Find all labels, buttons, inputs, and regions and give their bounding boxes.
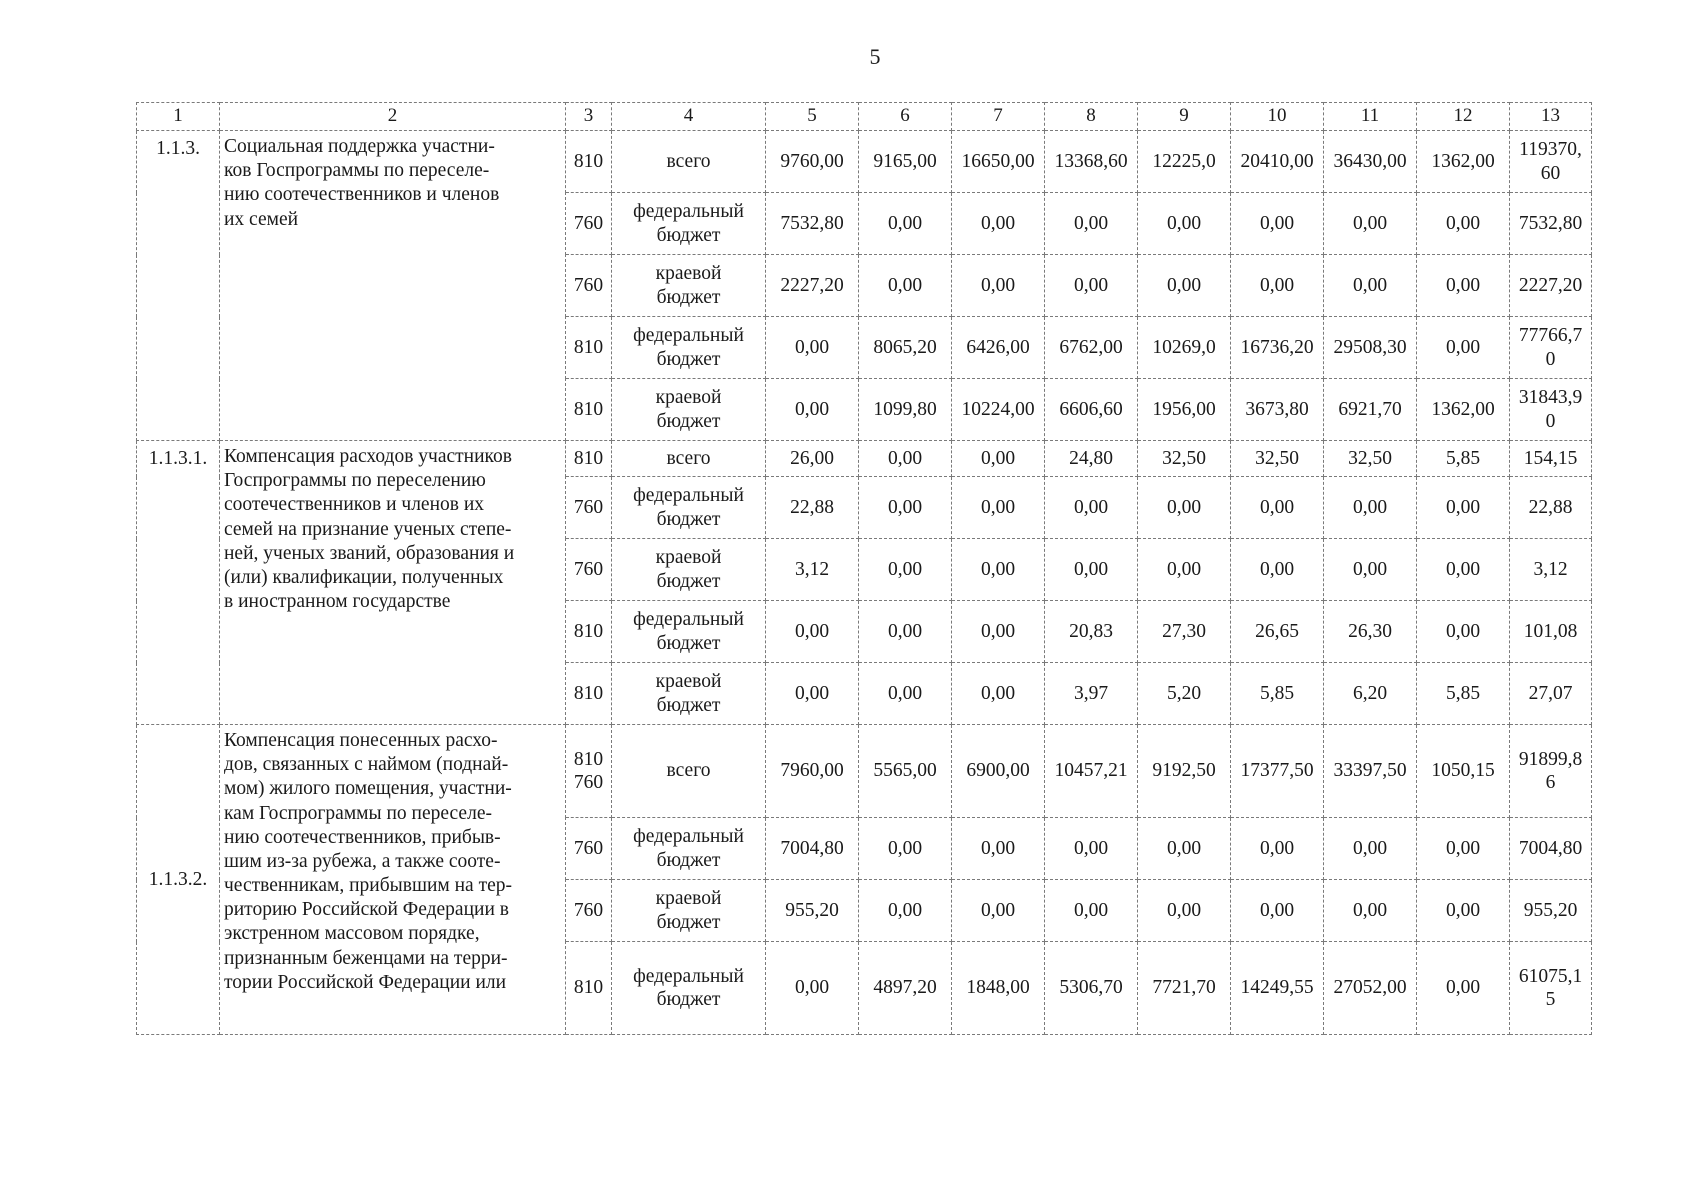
code-cell: 760 — [566, 539, 612, 601]
value-cell: 0,00 — [952, 818, 1045, 880]
value-cell: 16650,00 — [952, 131, 1045, 193]
value-cell: 20,83 — [1045, 601, 1138, 663]
value-cell: 9192,50 — [1138, 725, 1231, 818]
value-cell: 6921,70 — [1324, 379, 1417, 441]
value-cell: 955,20 — [766, 880, 859, 942]
table-row — [137, 441, 1592, 477]
value-cell: 0,00 — [1045, 255, 1138, 317]
value-cell: 33397,50 — [1324, 725, 1417, 818]
value-cell: 0,00 — [1138, 818, 1231, 880]
funding-source-cell: всего — [612, 725, 766, 818]
value-cell: 7960,00 — [766, 725, 859, 818]
value-cell: 91899,8 6 — [1510, 725, 1592, 818]
value-cell: 0,00 — [766, 601, 859, 663]
value-cell: 0,00 — [859, 441, 952, 477]
column-header: 9 — [1138, 103, 1231, 131]
code-cell: 760 — [566, 193, 612, 255]
code-cell: 760 — [566, 477, 612, 539]
value-cell: 0,00 — [1231, 255, 1324, 317]
column-header: 4 — [612, 103, 766, 131]
value-cell: 10269,0 — [1138, 317, 1231, 379]
column-header: 7 — [952, 103, 1045, 131]
value-cell: 32,50 — [1138, 441, 1231, 477]
value-cell: 24,80 — [1045, 441, 1138, 477]
value-cell: 0,00 — [952, 255, 1045, 317]
value-cell: 0,00 — [1231, 818, 1324, 880]
code-cell: 810 — [566, 441, 612, 477]
value-cell: 61075,1 5 — [1510, 942, 1592, 1035]
value-cell: 0,00 — [952, 477, 1045, 539]
code-cell: 760 — [566, 255, 612, 317]
funding-source-cell: федеральный бюджет — [612, 477, 766, 539]
value-cell: 0,00 — [1324, 255, 1417, 317]
column-header: 2 — [220, 103, 566, 131]
value-cell: 0,00 — [1138, 539, 1231, 601]
column-header: 6 — [859, 103, 952, 131]
value-cell: 0,00 — [1045, 818, 1138, 880]
item-number: 1.1.3.2. — [137, 725, 220, 1035]
value-cell: 5,20 — [1138, 663, 1231, 725]
value-cell: 7532,80 — [766, 193, 859, 255]
value-cell: 5,85 — [1231, 663, 1324, 725]
value-cell: 0,00 — [1417, 942, 1510, 1035]
column-header: 1 — [137, 103, 220, 131]
value-cell: 77766,7 0 — [1510, 317, 1592, 379]
value-cell: 20410,00 — [1231, 131, 1324, 193]
code-cell: 810 — [566, 942, 612, 1035]
value-cell: 0,00 — [952, 441, 1045, 477]
code-cell: 810 — [566, 663, 612, 725]
value-cell: 0,00 — [859, 601, 952, 663]
value-cell: 4897,20 — [859, 942, 952, 1035]
value-cell: 0,00 — [1417, 818, 1510, 880]
column-header: 8 — [1045, 103, 1138, 131]
value-cell: 3,97 — [1045, 663, 1138, 725]
funding-source-cell: краевой бюджет — [612, 663, 766, 725]
code-cell: 760 — [566, 880, 612, 942]
budget-table — [136, 102, 1592, 1035]
value-cell: 7004,80 — [766, 818, 859, 880]
value-cell: 7004,80 — [1510, 818, 1592, 880]
value-cell: 10224,00 — [952, 379, 1045, 441]
item-description: Социальная поддержка участни- ков Госпрограммы по переселе- нию соотечественников и членов их семей — [220, 131, 566, 441]
value-cell: 17377,50 — [1231, 725, 1324, 818]
code-cell: 810 — [566, 317, 612, 379]
value-cell: 1362,00 — [1417, 379, 1510, 441]
item-description: Компенсация расходов участников Госпрограммы по переселению соотечественников и членов их семей на признание ученых степе- ней, ученых званий, образования и (или) квалификации, полученных в иностранном государстве — [220, 441, 566, 725]
value-cell: 955,20 — [1510, 880, 1592, 942]
value-cell: 29508,30 — [1324, 317, 1417, 379]
value-cell: 5306,70 — [1045, 942, 1138, 1035]
funding-source-cell: всего — [612, 131, 766, 193]
value-cell: 1956,00 — [1138, 379, 1231, 441]
value-cell: 0,00 — [1324, 477, 1417, 539]
value-cell: 0,00 — [1231, 539, 1324, 601]
value-cell: 0,00 — [1417, 193, 1510, 255]
value-cell: 6,20 — [1324, 663, 1417, 725]
value-cell: 0,00 — [1324, 193, 1417, 255]
funding-source-cell: всего — [612, 441, 766, 477]
value-cell: 27052,00 — [1324, 942, 1417, 1035]
funding-source-cell: федеральный бюджет — [612, 193, 766, 255]
value-cell: 9760,00 — [766, 131, 859, 193]
funding-source-cell: краевой бюджет — [612, 539, 766, 601]
value-cell: 0,00 — [1324, 539, 1417, 601]
value-cell: 0,00 — [1417, 255, 1510, 317]
item-description: Компенсация понесенных расхо- дов, связанных с наймом (поднай- мом) жилого помещения, участни- кам Госпрограммы по переселе- нию соотечественников, прибыв- шим из-за рубежа, а также соотe- чественникам, прибывшим на тер- риторию Российской Федерации в экстренном массовом порядке, признанным беженцами на терри- тории Российской Федерации или — [220, 725, 566, 1035]
value-cell: 119370, 60 — [1510, 131, 1592, 193]
value-cell: 22,88 — [1510, 477, 1592, 539]
value-cell: 0,00 — [1231, 880, 1324, 942]
value-cell: 8065,20 — [859, 317, 952, 379]
item-number: 1.1.3. — [137, 131, 220, 441]
value-cell: 3,12 — [1510, 539, 1592, 601]
item-number: 1.1.3.1. — [137, 441, 220, 725]
value-cell: 0,00 — [1138, 477, 1231, 539]
value-cell: 5565,00 — [859, 725, 952, 818]
column-header: 10 — [1231, 103, 1324, 131]
value-cell: 2227,20 — [766, 255, 859, 317]
value-cell: 0,00 — [1324, 818, 1417, 880]
value-cell: 6426,00 — [952, 317, 1045, 379]
value-cell: 3,12 — [766, 539, 859, 601]
value-cell: 0,00 — [766, 317, 859, 379]
value-cell: 9165,00 — [859, 131, 952, 193]
value-cell: 0,00 — [1045, 193, 1138, 255]
code-cell: 810 — [566, 379, 612, 441]
value-cell: 32,50 — [1231, 441, 1324, 477]
funding-source-cell: федеральный бюджет — [612, 601, 766, 663]
value-cell: 0,00 — [1417, 880, 1510, 942]
funding-source-cell: краевой бюджет — [612, 880, 766, 942]
value-cell: 0,00 — [952, 880, 1045, 942]
value-cell: 0,00 — [859, 193, 952, 255]
value-cell: 0,00 — [766, 379, 859, 441]
code-cell: 760 — [566, 818, 612, 880]
value-cell: 0,00 — [766, 942, 859, 1035]
value-cell: 26,00 — [766, 441, 859, 477]
value-cell: 26,65 — [1231, 601, 1324, 663]
value-cell: 0,00 — [1045, 880, 1138, 942]
code-cell: 810 — [566, 131, 612, 193]
value-cell: 27,30 — [1138, 601, 1231, 663]
table-row — [137, 131, 1592, 193]
column-header: 5 — [766, 103, 859, 131]
code-cell: 810 — [566, 601, 612, 663]
value-cell: 27,07 — [1510, 663, 1592, 725]
value-cell: 1099,80 — [859, 379, 952, 441]
value-cell: 5,85 — [1417, 441, 1510, 477]
funding-source-cell: краевой бюджет — [612, 255, 766, 317]
value-cell: 0,00 — [766, 663, 859, 725]
value-cell: 0,00 — [1138, 880, 1231, 942]
value-cell: 0,00 — [952, 663, 1045, 725]
value-cell: 10457,21 — [1045, 725, 1138, 818]
value-cell: 0,00 — [952, 601, 1045, 663]
value-cell: 0,00 — [859, 539, 952, 601]
value-cell: 6606,60 — [1045, 379, 1138, 441]
value-cell: 154,15 — [1510, 441, 1592, 477]
value-cell: 0,00 — [952, 193, 1045, 255]
value-cell: 0,00 — [859, 880, 952, 942]
funding-source-cell: краевой бюджет — [612, 379, 766, 441]
value-cell: 0,00 — [952, 539, 1045, 601]
value-cell: 5,85 — [1417, 663, 1510, 725]
value-cell: 0,00 — [1417, 477, 1510, 539]
table-row — [137, 725, 1592, 818]
column-header: 13 — [1510, 103, 1592, 131]
value-cell: 22,88 — [766, 477, 859, 539]
value-cell: 1848,00 — [952, 942, 1045, 1035]
value-cell: 0,00 — [1045, 539, 1138, 601]
value-cell: 0,00 — [1417, 317, 1510, 379]
value-cell: 16736,20 — [1231, 317, 1324, 379]
value-cell: 12225,0 — [1138, 131, 1231, 193]
value-cell: 32,50 — [1324, 441, 1417, 477]
value-cell: 14249,55 — [1231, 942, 1324, 1035]
value-cell: 0,00 — [1231, 193, 1324, 255]
value-cell: 0,00 — [1138, 193, 1231, 255]
value-cell: 13368,60 — [1045, 131, 1138, 193]
funding-source-cell: федеральный бюджет — [612, 818, 766, 880]
value-cell: 0,00 — [859, 255, 952, 317]
value-cell: 0,00 — [1324, 880, 1417, 942]
value-cell: 36430,00 — [1324, 131, 1417, 193]
page-number: 5 — [869, 44, 881, 69]
value-cell: 0,00 — [859, 477, 952, 539]
column-header: 3 — [566, 103, 612, 131]
value-cell: 7532,80 — [1510, 193, 1592, 255]
value-cell: 0,00 — [1417, 539, 1510, 601]
value-cell: 0,00 — [859, 663, 952, 725]
header-row — [137, 103, 1592, 131]
value-cell: 0,00 — [1138, 255, 1231, 317]
value-cell: 0,00 — [1231, 477, 1324, 539]
code-cell: 810 760 — [566, 725, 612, 818]
column-header: 12 — [1417, 103, 1510, 131]
column-header: 11 — [1324, 103, 1417, 131]
value-cell: 26,30 — [1324, 601, 1417, 663]
value-cell: 1050,15 — [1417, 725, 1510, 818]
value-cell: 0,00 — [859, 818, 952, 880]
value-cell: 101,08 — [1510, 601, 1592, 663]
value-cell: 6900,00 — [952, 725, 1045, 818]
value-cell: 7721,70 — [1138, 942, 1231, 1035]
value-cell: 0,00 — [1417, 601, 1510, 663]
value-cell: 31843,9 0 — [1510, 379, 1592, 441]
value-cell: 3673,80 — [1231, 379, 1324, 441]
value-cell: 0,00 — [1045, 477, 1138, 539]
value-cell: 6762,00 — [1045, 317, 1138, 379]
value-cell: 1362,00 — [1417, 131, 1510, 193]
funding-source-cell: федеральный бюджет — [612, 317, 766, 379]
value-cell: 2227,20 — [1510, 255, 1592, 317]
funding-source-cell: федеральный бюджет — [612, 942, 766, 1035]
